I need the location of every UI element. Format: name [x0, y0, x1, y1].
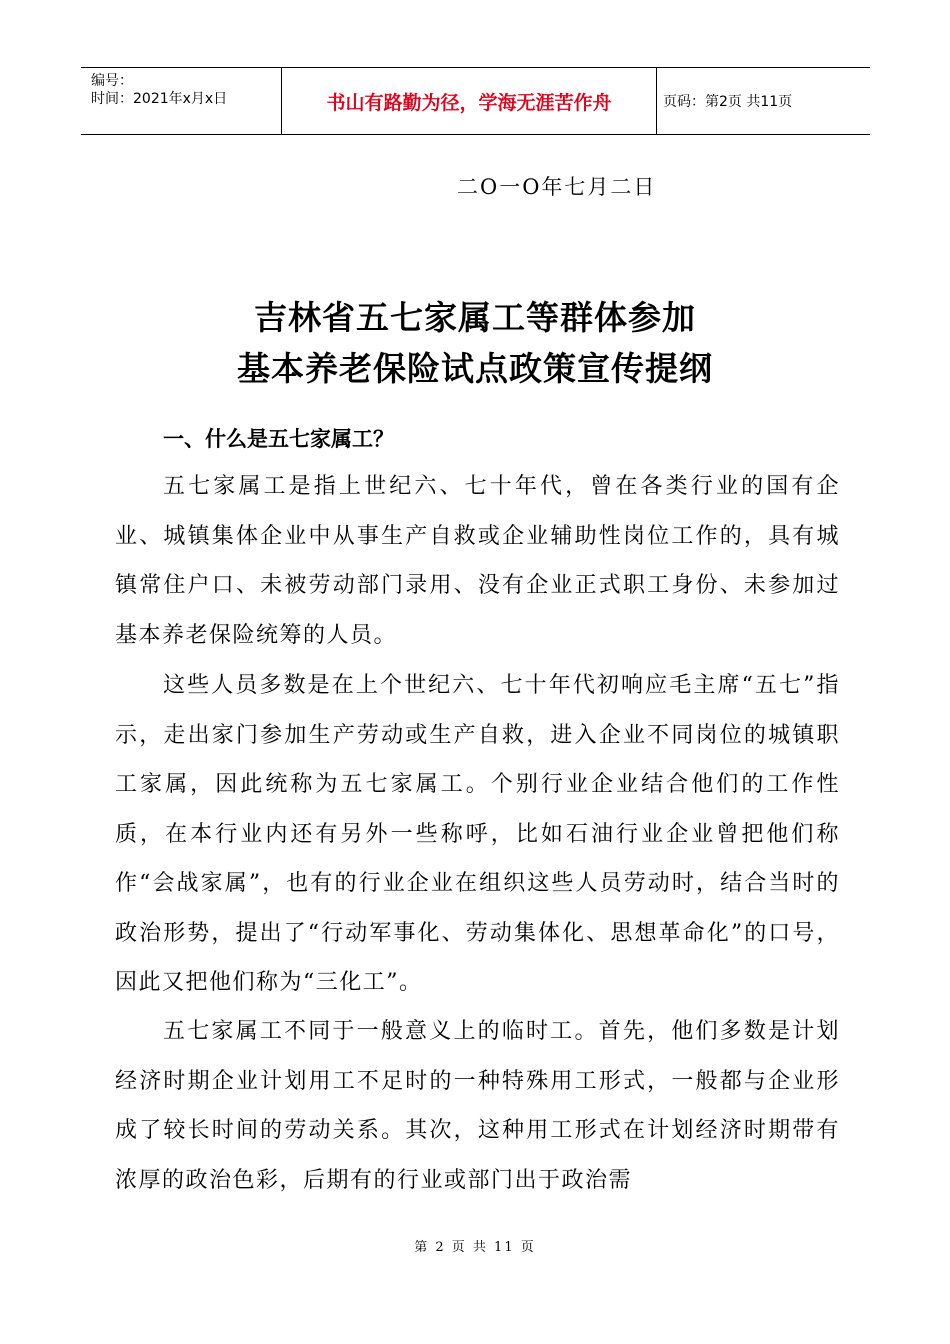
document-title-line-1: 吉林省五七家属工等群体参加	[254, 298, 696, 337]
paragraph-1: 五七家属工是指上世纪六、七十年代，曾在各类行业的国有企业、城镇集体企业中从事生产自救或企业辅助性岗位工作的，具有城镇常住户口、未被劳动部门录用、没有企业正式职工身份、未参加过基本养老保险统筹的人员。	[115, 474, 840, 648]
header-page-info: 页码：第2页 共11页	[663, 94, 793, 110]
number-label: 编号：	[91, 73, 133, 89]
header-meta	[81, 68, 282, 134]
document-date: 二O一O年七月二日	[457, 175, 657, 199]
time-label: 时间：2021年x月x日	[91, 91, 228, 107]
paragraph-2: 这些人员多数是在上个世纪六、七十年代初响应毛主席“五七”指示，走出家门参加生产劳动或生产自救，进入企业不同岗位的城镇职工家属，因此统称为五七家属工。个别行业企业结合他们的工作性质，在本行业内还有另外一些称呼，比如石油行业企业曾把他们称作“会战家属”，也有的行业企业在组织这些人员劳动时，结合当时的政治形势，提出了“行动军事化、劳动集体化、思想革命化”的口号，因此又把他们称为“三化工”。	[115, 673, 840, 995]
page-header	[81, 67, 870, 135]
document-title-line-2: 基本养老保险试点政策宣传提纲	[237, 349, 713, 388]
header-motto: 书山有路勤为径，学海无涯苦作舟	[282, 68, 657, 134]
paragraph-3: 五七家属工不同于一般意义上的临时工。首先，他们多数是计划经济时期企业计划用工不足时的一种特殊用工形式，一般都与企业形成了较长时间的劳动关系。其次，这种用工形式在计划经济时期带有浓厚的政治色彩，后期有的行业或部门出于政治需	[115, 1019, 840, 1193]
section-heading: 一、什么是五七家属工？	[163, 427, 394, 451]
page-footer: 第 2 页 共 11 页	[414, 1240, 536, 1255]
